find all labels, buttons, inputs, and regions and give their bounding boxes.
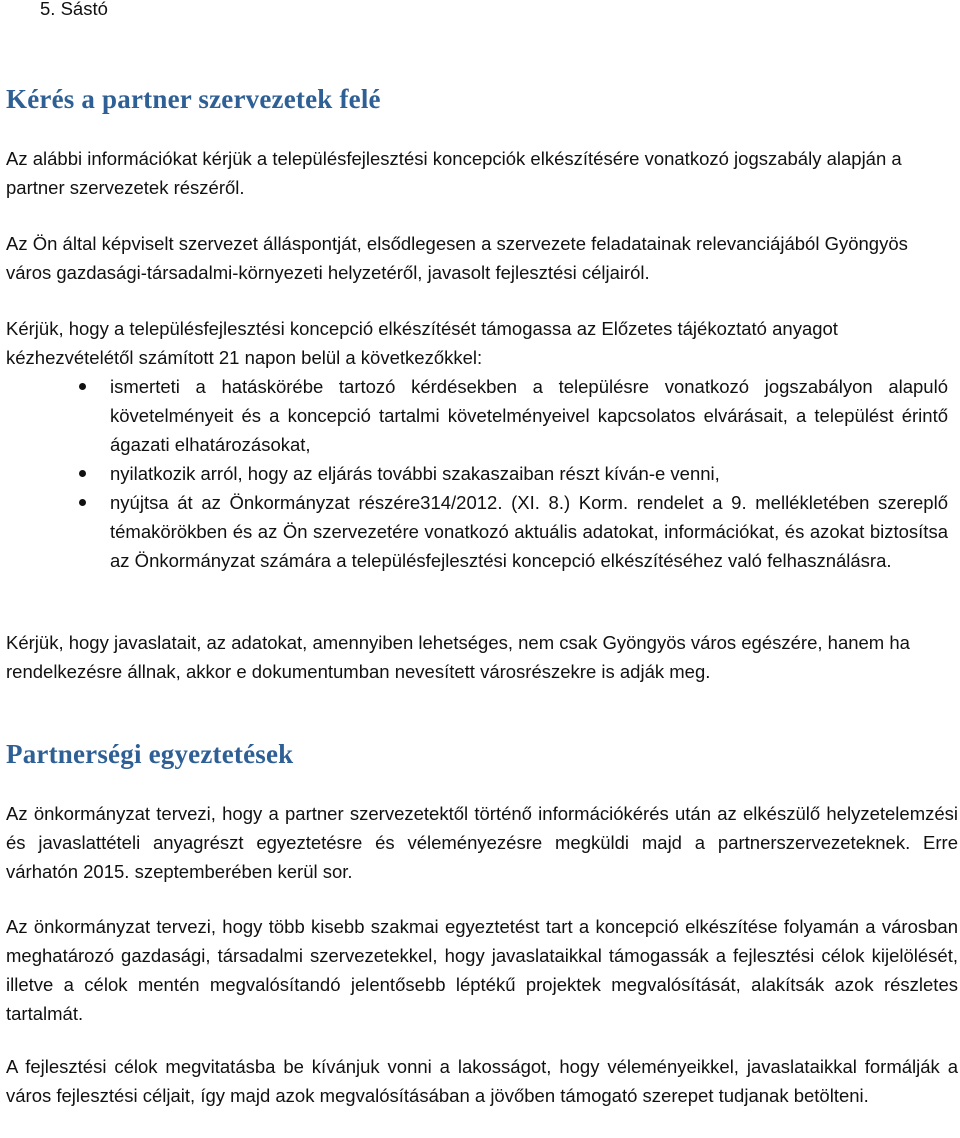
section-heading-partnership: Partnerségi egyeztetések: [6, 739, 294, 769]
bullet-text: nyújtsa át az Önkormányzat részére314/2012. (XI. 8.) Korm. rendelet a 9. mellékletében szereplő témakörökben és az Ön szervezetére vonatkozó aktuális adatokat, információkat, és azokat biztosítsa az Önkormányzat számára a településfejlesztési koncepció elkészítéséhez való felhasználásra.: [110, 492, 948, 571]
paragraph-district-data: Kérjük, hogy javaslatait, az adatokat, amennyiben lehetséges, nem csak Gyöngyös város egészére, hanem ha rendelkezésre állnak, akkor e dokumentumban nevesített városrészekre is adják meg.: [6, 632, 910, 682]
paragraph-intro: Az alábbi információkat kérjük a településfejlesztési koncepciók elkészítésére vonatkozó jogszabály alapján a partner szervezetek részéről.: [6, 148, 902, 198]
paragraph-professional-meetings: Az önkormányzat tervezi, hogy több kisebb szakmai egyeztetést tart a koncepció elkészítése folyamán a városban meghatározó gazdasági, társadalmi szervezetekkel, hogy javaslataikkal támogassák a fejlesztési célok kijelölését, illetve a célok mentén megvalósítandó jelentősebb léptékű projektek megvalósítását, alakítsák azok részletes tartalmát.: [6, 916, 958, 1024]
bullet-list: [6, 372, 958, 575]
bullet-icon: [79, 383, 86, 390]
bullet-text: nyilatkozik arról, hogy az eljárás további szakaszaiban részt kíván-e venni,: [110, 463, 720, 484]
paragraph-position: Az Ön által képviselt szervezet álláspontját, elsődlegesen a szervezete feladatainak relevanciájából Gyöngyös város gazdasági-társadalmi-környezeti helyzetéről, javasolt fejlesztési céljairól.: [6, 233, 908, 283]
bullet-icon: [79, 499, 86, 506]
bullet-icon: [79, 470, 86, 477]
paragraph-consultation: Az önkormányzat tervezi, hogy a partner szervezetektől történő információkérés után az elkészülő helyzetelemzési és javaslattételi anyagrészt egyeztetésre és véleményezésre megküldi majd a partnerszervezeteknek. Erre várhatón 2015. szeptemberében kerül sor.: [6, 803, 958, 882]
bullet-item-requirements: [6, 372, 958, 459]
bullet-text: ismerteti a hatáskörébe tartozó kérdésekben a településre vonatkozó jogszabályon alapuló követelményeit és a koncepció tartalmi követelményeivel kapcsolatos elvárásait, a települést érintő ágazati elhatározásokat,: [110, 376, 948, 455]
bullet-item-declaration: [6, 459, 958, 488]
section-heading-partner-request: Kérés a partner szervezetek felé: [6, 84, 381, 114]
paragraph-request: Kérjük, hogy a településfejlesztési koncepció elkészítését támogassa az Előzetes tájékoztató anyagot kézhezvételétől számított 21 napon belül a következőkkel:: [6, 318, 838, 368]
bullet-item-data-handover: [6, 488, 958, 575]
list-item-sasto: 5. Sástó: [40, 0, 108, 19]
paragraph-public-involvement: A fejlesztési célok megvitatásba be kívánjuk vonni a lakosságot, hogy véleményeikkel, javaslataikkal formálják a város fejlesztési céljait, így majd azok megvalósításában a jövőben támogató szerepet tudjanak betölteni.: [6, 1056, 958, 1106]
